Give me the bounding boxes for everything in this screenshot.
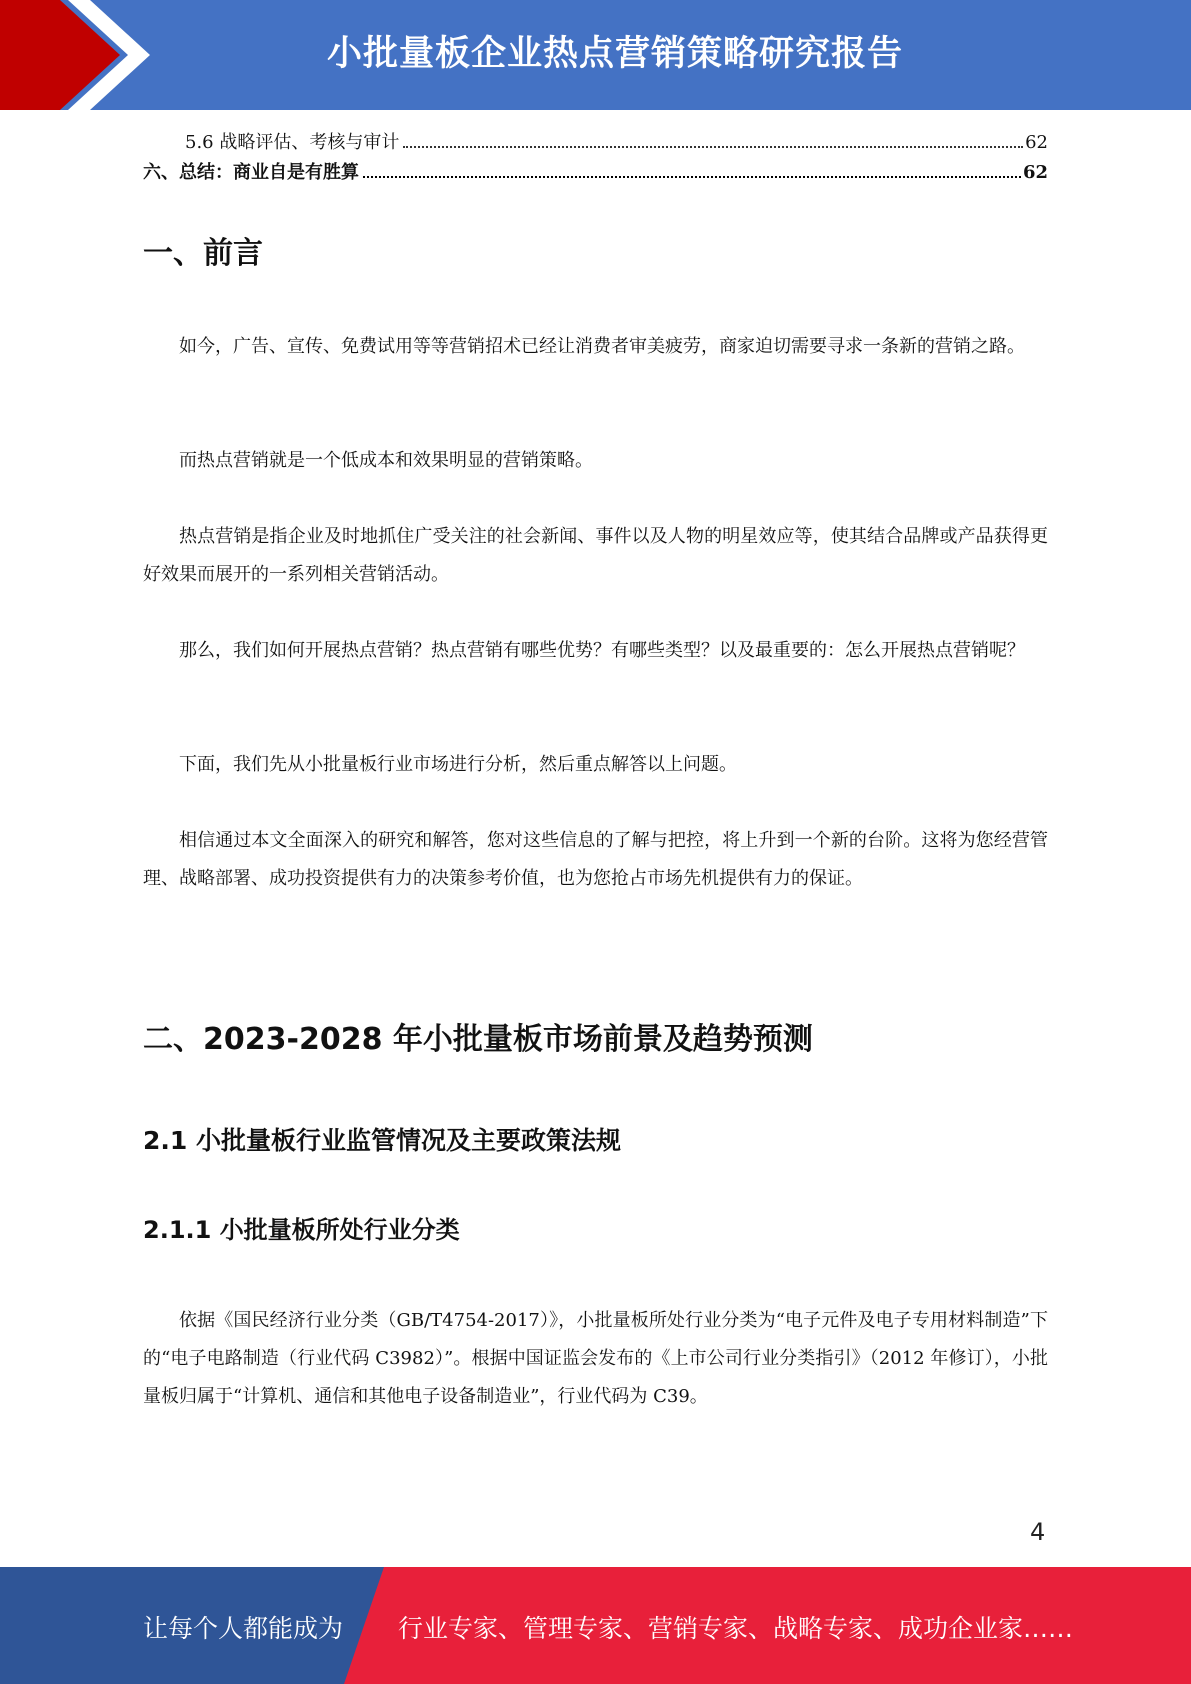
toc-entry[interactable] xyxy=(143,128,1048,158)
toc-entry-label: 5.6 战略评估、考核与审计 xyxy=(185,132,400,153)
paragraph: 如今，广告、宣传、免费试用等等营销招术已经让消费者审美疲劳，商家迫切需要寻求一条新的营销之路。 xyxy=(179,336,1025,357)
page-number: 4 xyxy=(1030,1518,1046,1546)
footer-slogan-left: 让每个人都能成为 xyxy=(143,1614,344,1643)
subsubsection-heading: 2.1.1 小批量板所处行业分类 xyxy=(143,1216,460,1244)
subsection-heading: 2.1 小批量板行业监管情况及主要政策法规 xyxy=(143,1126,621,1155)
section-heading: 二、2023-2028 年小批量板市场前景及趋势预测 xyxy=(143,1022,813,1057)
paragraph: 而热点营销就是一个低成本和效果明显的营销策略。 xyxy=(179,450,593,471)
paragraph: 依据《国民经济行业分类（GB/T4754-2017）》，小批量板所处行业分类为“电子元件及电子专用材料制造”下的“电子电路制造（行业代码 C3982）”。根据中国证监会发布的《上市公司行业分类指引》（2012 年修订），小批量板归属于“计算机、通信和其他电子设备制造业”，行业代码为 C39。 xyxy=(143,1310,1048,1407)
toc-entry-page: 62 xyxy=(1025,132,1048,153)
paragraph: 那么，我们如何开展热点营销？热点营销有哪些优势？有哪些类型？以及最重要的：怎么开展热点营销呢？ xyxy=(179,640,1025,661)
toc-entry-page: 62 xyxy=(1022,162,1048,183)
section-heading: 一、前言 xyxy=(143,236,263,271)
footer-slogan-right: 行业专家、管理专家、营销专家、战略专家、成功企业家…… xyxy=(398,1614,1074,1643)
header-arrow-decoration xyxy=(0,0,160,110)
paragraph: 相信通过本文全面深入的研究和解答，您对这些信息的了解与把控，将上升到一个新的台阶。这将为您经营管理、战略部署、成功投资提供有力的决策参考价值，也为您抢占市场先机提供有力的保证。 xyxy=(143,830,1048,889)
toc-entry[interactable] xyxy=(143,158,1048,188)
toc-leader xyxy=(363,176,1021,178)
paragraph: 热点营销是指企业及时地抓住广受关注的社会新闻、事件以及人物的明星效应等，使其结合品牌或产品获得更好效果而展开的一系列相关营销活动。 xyxy=(143,526,1048,585)
page-footer xyxy=(0,1567,1191,1684)
toc-leader xyxy=(403,146,1023,148)
page-header xyxy=(0,0,1191,110)
table-of-contents xyxy=(143,128,1048,188)
report-title: 小批量板企业热点营销策略研究报告 xyxy=(326,34,903,74)
toc-entry-label: 六、总结：商业自是有胜算 xyxy=(143,162,359,183)
paragraph: 下面，我们先从小批量板行业市场进行分析，然后重点解答以上问题。 xyxy=(179,754,737,775)
